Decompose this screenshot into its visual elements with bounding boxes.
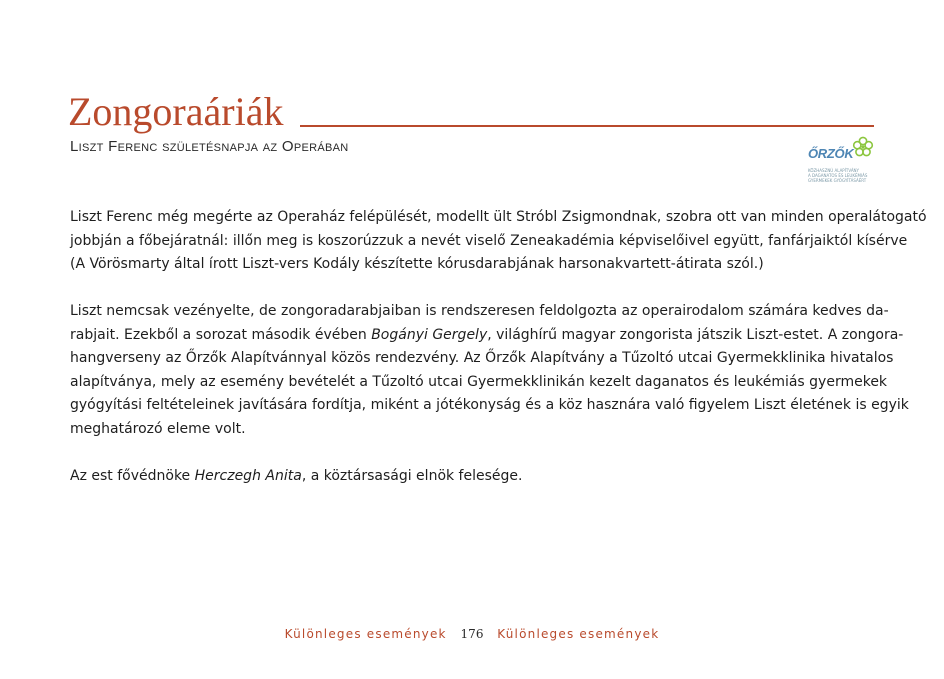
page-footer bbox=[0, 626, 944, 642]
text-line: alapítványa, mely az esemény bevételét a Tűzoltó utcai Gyermekklinikán kezelt daganatos és leukémiás gyermekek bbox=[70, 373, 888, 390]
text-run: rabjait. Ezekből a sorozat második évében bbox=[70, 326, 372, 343]
text-line: Liszt nemcsak vezényelte, de zongoradarabjaiban is rendszeresen feldolgozta az operairodalom számára kedves da- bbox=[70, 303, 889, 319]
logo-tagline bbox=[808, 168, 888, 183]
logo-tagline-line: A DAGANATOS ÉS LEUKÉMIÁS bbox=[808, 173, 868, 178]
text-line: jobbján a főbejáratnál: illőn meg is koszorúzzuk a nevét viselő Zeneakadémia képviselőivel együtt, fanfárjaiktól kísérve bbox=[70, 232, 908, 249]
orzok-foundation-logo bbox=[806, 136, 886, 192]
paragraph-2 bbox=[70, 300, 909, 441]
text-run: Az est fővédnöke bbox=[70, 467, 195, 484]
flower-icon bbox=[852, 136, 874, 158]
text-line: gyógyítási feltételeinek javítására fordítja, miként a jótékonyság és a köz hasznára való figyelem Liszt életének is egyik bbox=[70, 397, 909, 413]
logo-tagline-line: GYERMEKEK GYÓGYÍTÁSÁÉRT bbox=[808, 178, 867, 183]
article-body bbox=[70, 206, 927, 512]
footer-section-right: Különleges események bbox=[497, 627, 660, 641]
paragraph-3 bbox=[70, 465, 870, 489]
logo-name: ŐRZŐK bbox=[808, 146, 854, 161]
page-number: 176 bbox=[460, 627, 484, 641]
footer-section-left: Különleges események bbox=[284, 627, 447, 641]
patron-name: Herczegh Anita bbox=[194, 467, 302, 484]
text-line bbox=[70, 324, 904, 348]
logo-tagline-line: KÖZHASZNÚ ALAPÍTVÁNY bbox=[808, 168, 859, 173]
text-line: (A Vörösmarty által írott Liszt-vers Kodály készítette kórusdarabjának harsonakvartett-átirata szól.) bbox=[70, 256, 764, 272]
text-line bbox=[70, 465, 870, 489]
page-subtitle: Liszt Ferenc születésnapja az Operában bbox=[70, 138, 349, 155]
paragraph-1 bbox=[70, 206, 927, 277]
text-line: meghatározó eleme volt. bbox=[70, 420, 246, 437]
text-line: hangverseny az Őrzők Alapítvánnyal közös rendezvény. Az Őrzők Alapítvány a Tűzoltó utcai Gyermekklinika hivatalos bbox=[70, 350, 894, 366]
text-run: , a köztársasági elnök felesége. bbox=[301, 467, 523, 484]
title-underline-rule bbox=[300, 125, 874, 127]
text-line: Liszt Ferenc még megérte az Operaház felépülését, modellt ült Stróbl Zsigmondnak, szobra ott van minden operalátogató bbox=[70, 209, 927, 225]
page-title: Zongoraáriák bbox=[68, 89, 284, 134]
performer-name: Bogányi Gergely bbox=[371, 326, 488, 343]
text-run: , világhírű magyar zongorista játszik Liszt-estet. A zongora- bbox=[487, 326, 904, 343]
